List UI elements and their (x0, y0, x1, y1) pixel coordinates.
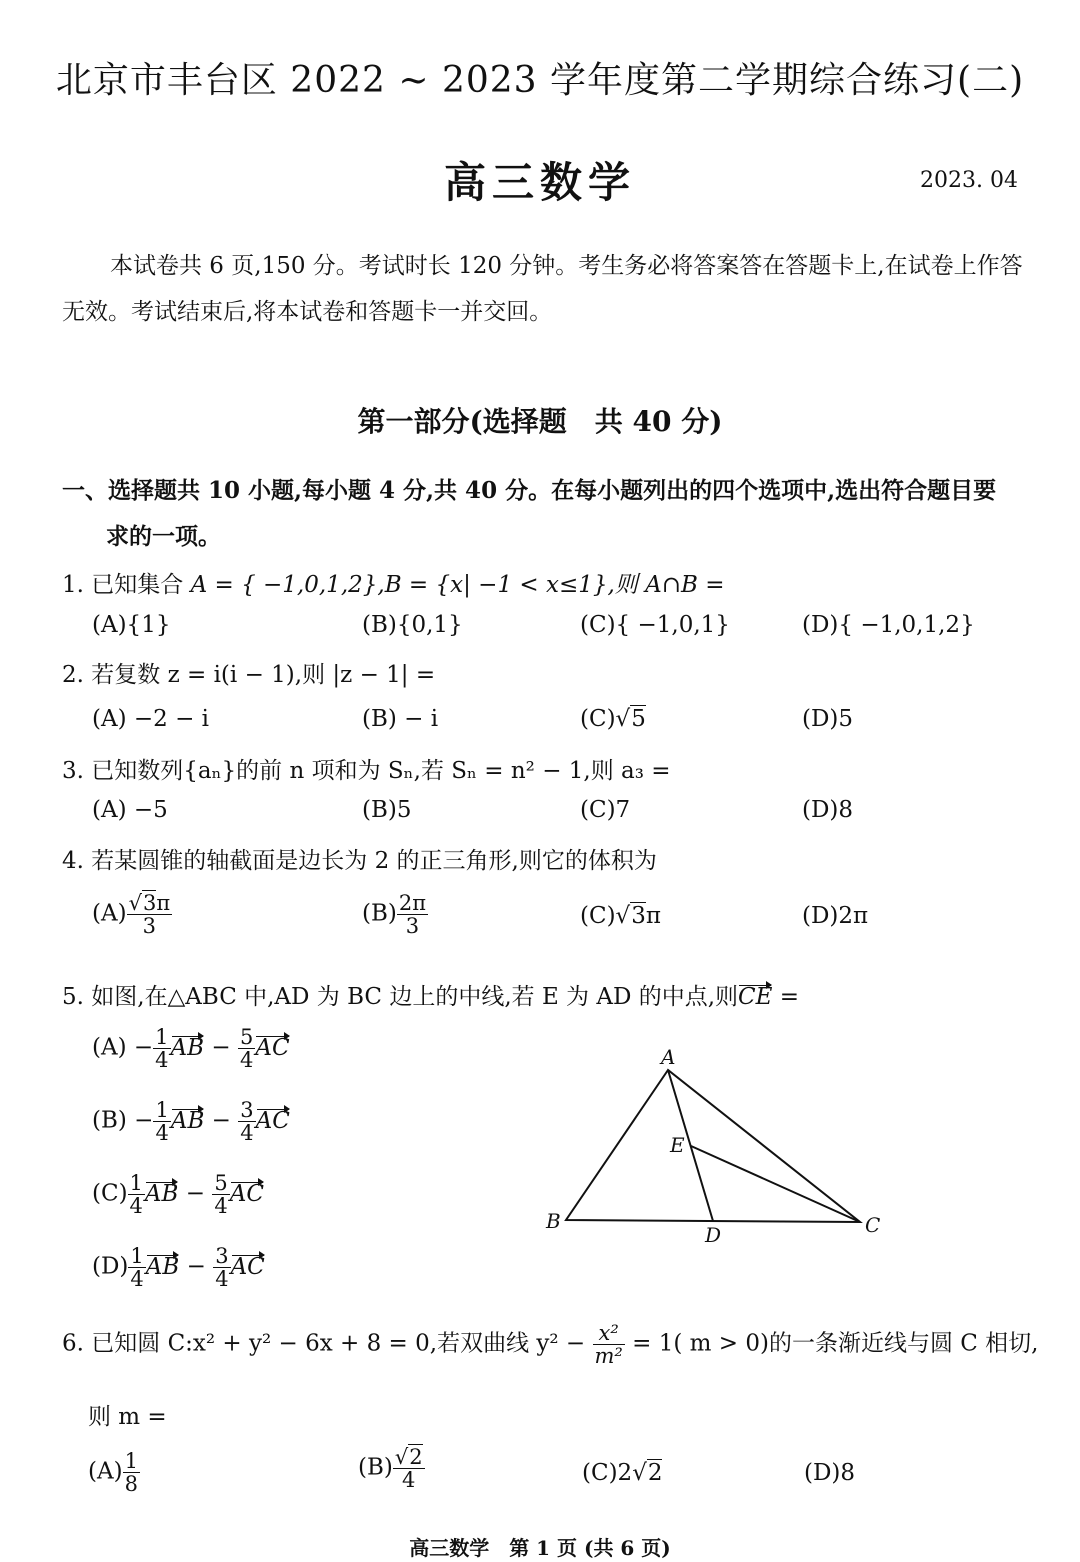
q6-option-d: (D)8 (804, 1460, 856, 1486)
question-1 (62, 566, 724, 599)
q5-d-d2: 4 (215, 1267, 229, 1292)
exam-title: 北京市丰台区 2022 ~ 2023 学年度第二学期综合练习(二) (55, 60, 1025, 101)
q5-c-vec-ab: AB (144, 1180, 179, 1207)
q5-b-label: (B) (92, 1107, 127, 1134)
triangle-figure (530, 1040, 890, 1250)
q1-option-a: (A){1} (92, 612, 171, 638)
q4-option-a (92, 892, 172, 937)
section-line-1: 一、选择题共 10 小题,每小题 4 分,共 40 分。在每小题列出的四个选项中,选出符合题目要 (62, 477, 997, 504)
q6-stem-line-2: 则 m = (88, 1404, 167, 1430)
q6-stem-a: 6. 已知圆 C:x² + y² − 6x + 8 = 0,若双曲线 y² − (62, 1330, 586, 1357)
q5-a-vec-ab: AB (170, 1034, 205, 1061)
q5-b-mid: − (211, 1107, 231, 1134)
q5-b-c2: 3 (240, 1098, 254, 1122)
q5-stem: 5. 如图,在△ABC 中,AD 为 BC 边上的中线,若 E 为 AD 的中点,则 (62, 984, 739, 1010)
q5-d-d1: 4 (130, 1267, 144, 1292)
q5-a-mid: − (211, 1034, 231, 1061)
q5-d-label: (D) (92, 1253, 129, 1280)
instructions: 本试卷共 6 页,150 分。考试时长 120 分钟。考生务必将答案答在答题卡上,在试卷上作答无效。考试结束后,将本试卷和答题卡一并交回。 (62, 253, 1023, 325)
q6-c-root: 2 (647, 1460, 663, 1486)
q5-option-c (92, 1172, 264, 1217)
label-e: E (670, 1133, 685, 1157)
q4-c-pi: π (645, 903, 661, 929)
label-c: C (865, 1213, 881, 1237)
section-line-2: 求的一项。 (106, 523, 221, 550)
question-6 (62, 1322, 1039, 1367)
q6-c-coef: 2 (617, 1460, 633, 1486)
q5-a-d1: 4 (155, 1048, 169, 1073)
q5-b-d2: 4 (240, 1121, 254, 1146)
q6-a-label: (A) (88, 1458, 123, 1485)
q5-c-label: (C) (92, 1180, 128, 1207)
q5-d-c1: 1 (130, 1244, 144, 1268)
question-4: 4. 若某圆锥的轴截面是边长为 2 的正三角形,则它的体积为 (62, 848, 657, 874)
q1-option-d: (D){ −1,0,1,2} (802, 612, 975, 638)
q5-c-c2: 5 (214, 1171, 228, 1195)
q5-option-d (92, 1245, 265, 1290)
q5-c-d2: 4 (214, 1194, 228, 1219)
q5-b-vec-ab: AB (170, 1107, 205, 1134)
page-footer: 高三数学 第 1 页 (共 6 页) (409, 1536, 671, 1560)
q4-option-b-fraction (397, 892, 428, 937)
q6-stem-b: = 1( m > 0)的一条渐近线与圆 C 相切, (632, 1330, 1039, 1357)
q2-option-b: (B) − i (362, 706, 439, 732)
q2-option-a: (A) −2 − i (92, 706, 210, 732)
q4-option-d: (D)2π (802, 903, 869, 929)
question-5 (62, 978, 799, 1011)
question-3: 3. 已知数列{aₙ}的前 n 项和为 Sₙ,若 Sₙ = n² − 1,则 a₃ = (62, 758, 671, 784)
q4-option-b (362, 892, 428, 937)
triangle-abc (566, 1070, 860, 1222)
label-b: B (546, 1209, 561, 1233)
q5-a-d2: 4 (239, 1048, 254, 1073)
q4-b-num: 2π (398, 891, 427, 915)
q5-d-vec-ab: AB (145, 1253, 180, 1280)
q3-option-b: (B)5 (362, 797, 412, 823)
segment-ce (691, 1146, 860, 1222)
q4-a-root: 3 (142, 891, 157, 915)
q4-b-den: 3 (405, 914, 420, 939)
q5-b-d1: 4 (155, 1121, 169, 1146)
q4-c-root: 3 (631, 903, 646, 929)
q2-option-c-label: (C) (580, 706, 616, 732)
q5-b-vec-ac: AC (255, 1107, 290, 1134)
q5-d-c2: 3 (215, 1244, 229, 1268)
q5-option-b (92, 1099, 290, 1144)
q5-b-sign: − (134, 1107, 154, 1134)
q6-b-label: (B) (358, 1454, 393, 1481)
q2-option-d: (D)5 (802, 706, 854, 732)
q5-d-mid: − (186, 1253, 206, 1280)
q4-a-den: 3 (142, 914, 157, 939)
q3-option-d: (D)8 (802, 797, 854, 823)
q5-c-vec-ac: AC (229, 1180, 264, 1207)
q4-option-c-label: (C) (580, 903, 616, 929)
q6-a-den: 8 (124, 1472, 138, 1497)
subject-title: 高三数学 (443, 158, 636, 207)
q5-a-label: (A) (92, 1034, 127, 1061)
q4-a-pi: π (156, 891, 171, 915)
exam-date: 2023. 04 (920, 168, 1018, 193)
label-d: D (705, 1223, 722, 1247)
q6-b-root: 2 (409, 1445, 423, 1469)
q6-option-b: (B) $\frac{√2}{4}$ (358, 1445, 423, 1493)
q6-b-den: 4 (402, 1468, 416, 1493)
question-2: 2. 若复数 z = i(i − 1),则 |z − 1| = (62, 662, 436, 688)
q5-c-c1: 1 (129, 1171, 143, 1195)
q2-option-c: (C)√5 (580, 706, 646, 732)
q5-a-c2: 5 (239, 1025, 254, 1049)
q6-c-label: (C) (582, 1460, 618, 1486)
q5-a-vec-ac: AC (255, 1034, 290, 1061)
q4-option-b-label: (B) (362, 900, 397, 927)
label-a: A (661, 1045, 676, 1069)
q6-a-num: 1 (124, 1449, 138, 1473)
q5-a-c1: 1 (155, 1025, 169, 1049)
q3-option-a: (A) −5 (92, 797, 168, 823)
q5-a-sign: − (133, 1034, 154, 1061)
q6-option-a (88, 1450, 140, 1495)
q6-option-c: (C)2√2 (582, 1460, 663, 1486)
q6-frac-num: x² (593, 1322, 625, 1345)
q6-frac-den: m² (594, 1344, 623, 1369)
q5-c-d1: 4 (129, 1194, 143, 1219)
q2-option-c-root: 5 (631, 706, 646, 732)
q5-d-vec-ac: AC (230, 1253, 265, 1280)
q5-vector-ce: CE (738, 984, 773, 1010)
q4-option-c: (C)√3π (580, 903, 661, 929)
q5-b-c1: 1 (155, 1098, 169, 1122)
part-one-heading: 第一部分(选择题 共 40 分) (357, 405, 723, 438)
section-instructions (62, 468, 1032, 560)
q1-option-b: (B){0,1} (362, 612, 463, 638)
q3-option-c: (C)7 (580, 797, 631, 823)
q5-equals: = (779, 984, 800, 1010)
q1-option-c: (C){ −1,0,1} (580, 612, 730, 638)
q1-prefix: 1. 已知集合 (62, 572, 191, 598)
q4-option-a-fraction: $\frac{√3\pi}{3}$ (128, 891, 171, 939)
q4-option-a-label: (A) (92, 900, 127, 927)
q1-stem: A = { −1,0,1,2},B = {x| −1 < x≤1},则 A∩B = (190, 572, 725, 598)
q5-option-a (92, 1026, 290, 1071)
q5-c-mid: − (185, 1180, 206, 1207)
